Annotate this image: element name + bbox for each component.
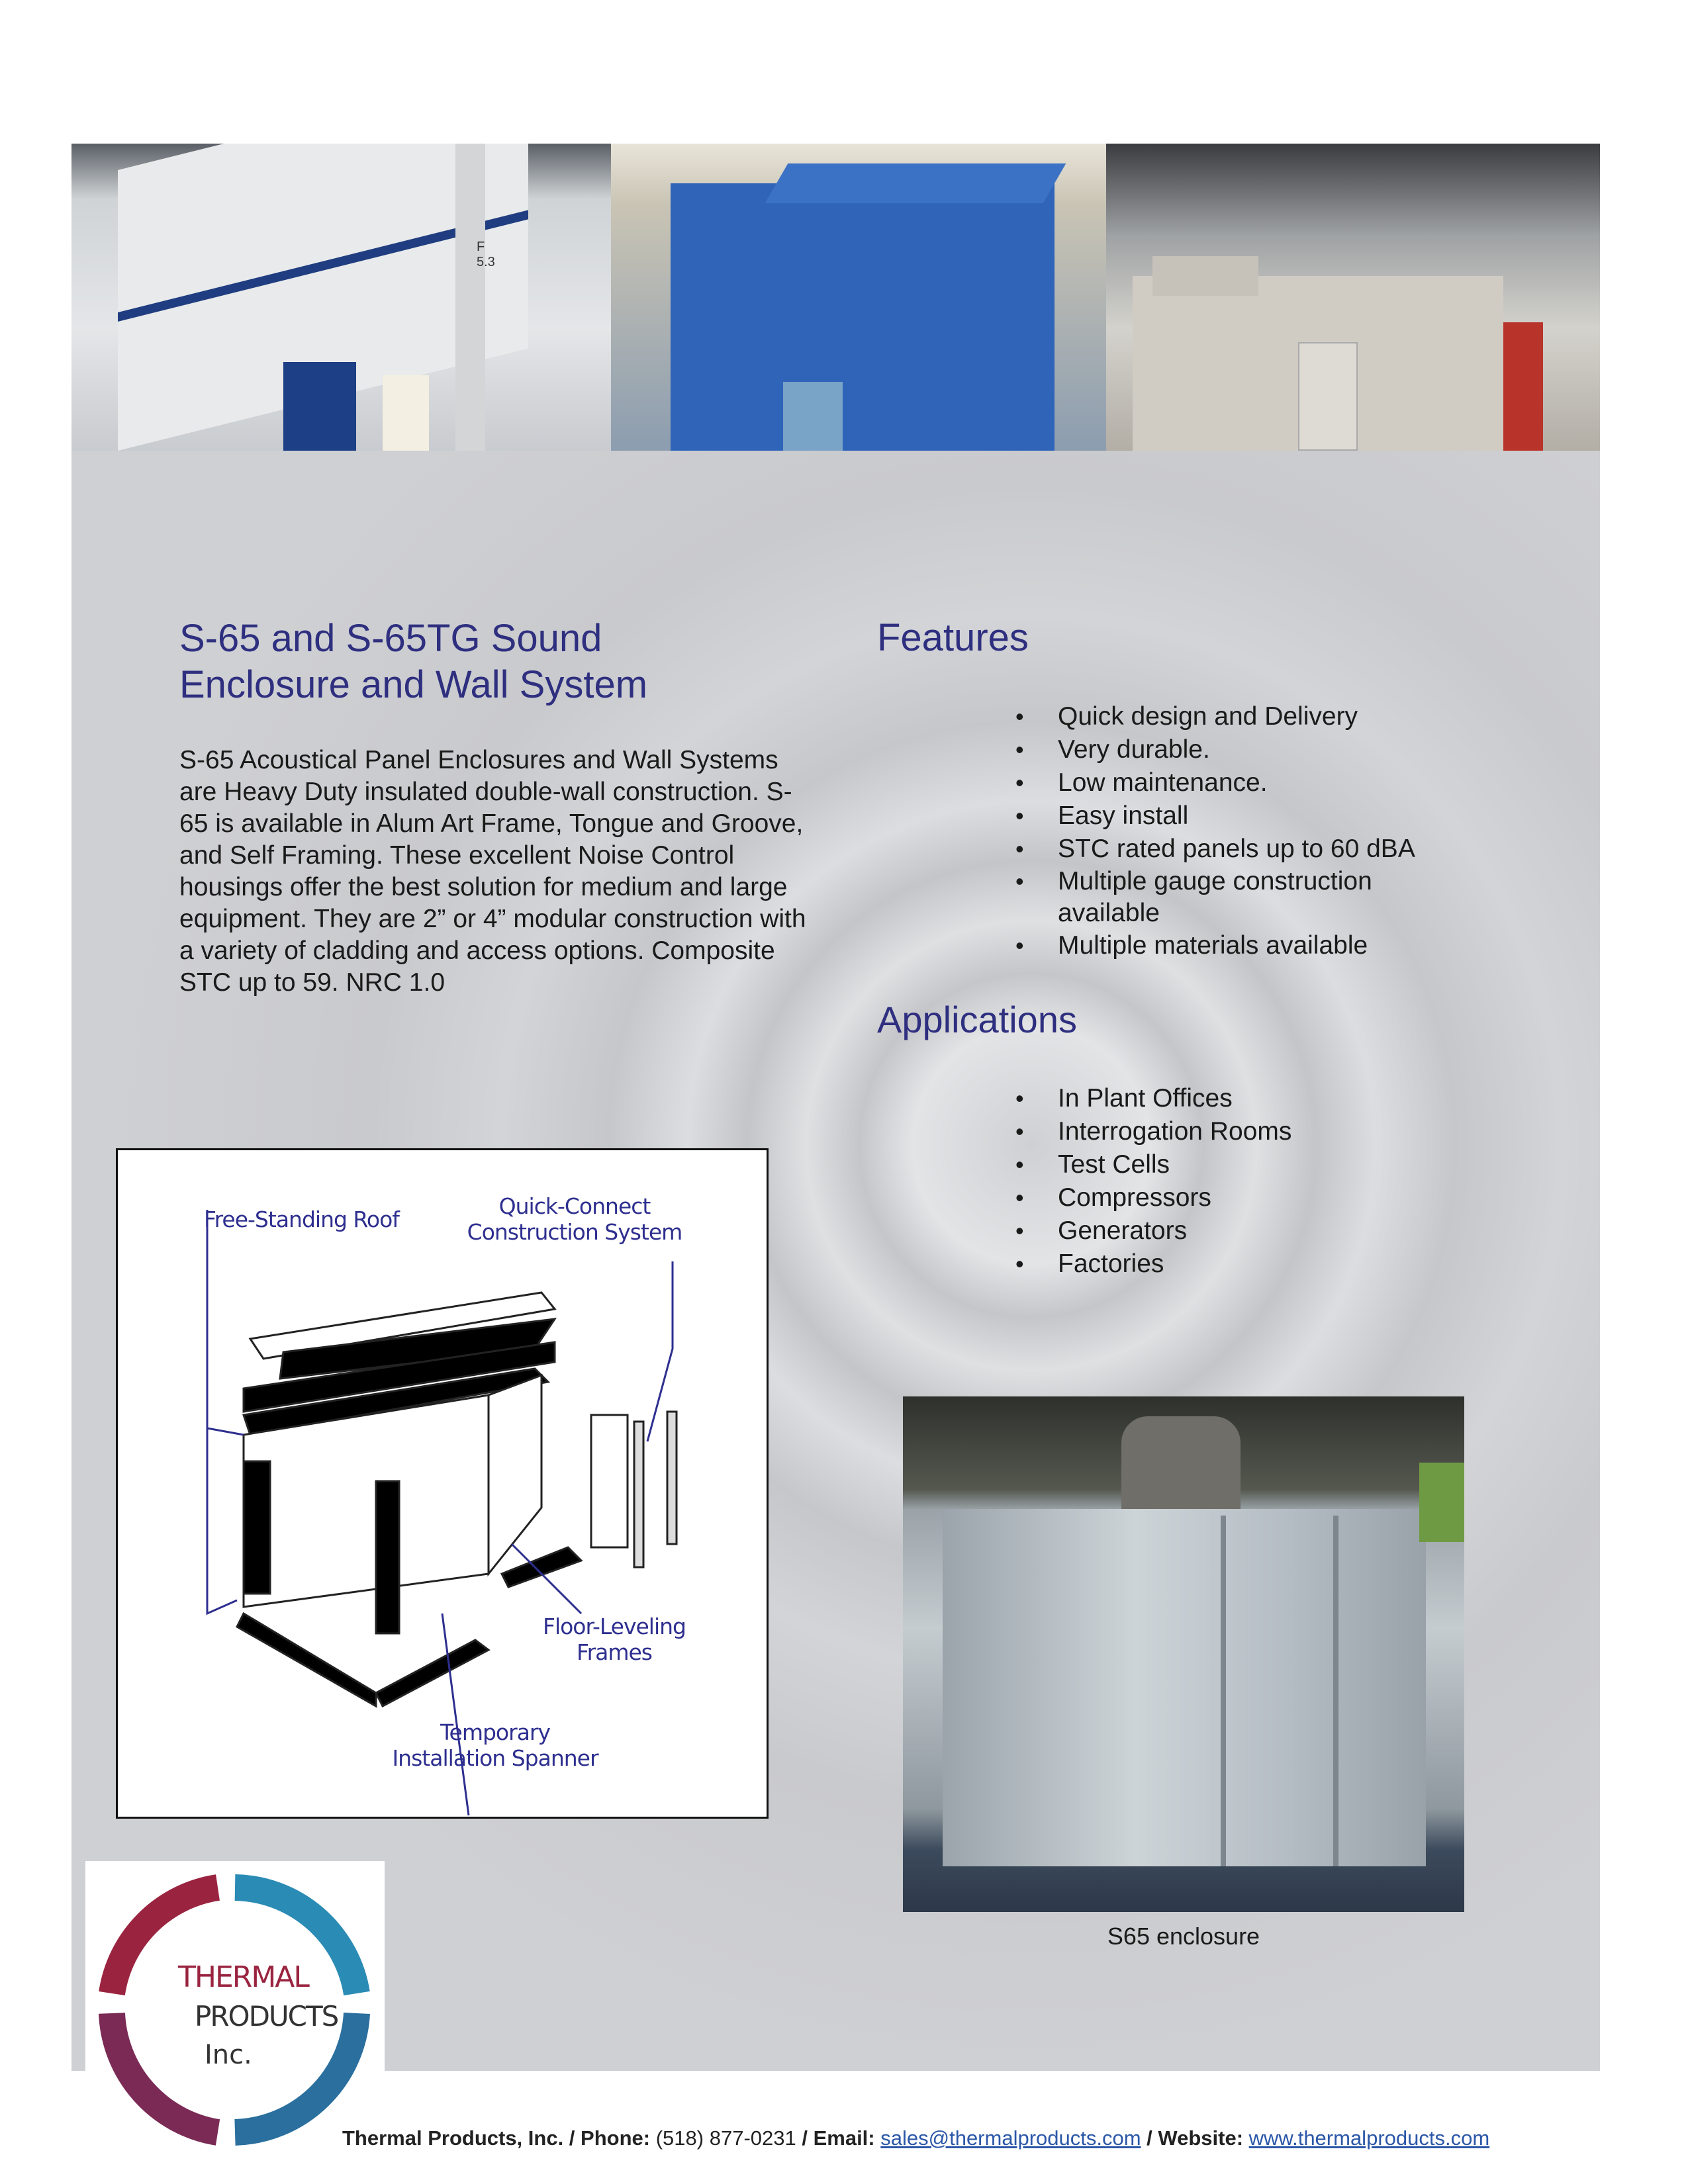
- application-item: • In Plant Offices: [1058, 1082, 1488, 1115]
- logo-text-1: THERMAL: [178, 1960, 308, 1994]
- label-quick-connect-line2: Construction System: [467, 1219, 682, 1245]
- footer-company: Thermal Products, Inc. /: [342, 2126, 575, 2150]
- photo-caption: S65 enclosure: [1107, 1923, 1260, 1950]
- feature-item: • Quick design and Delivery: [1058, 700, 1488, 733]
- application-item: • Generators: [1058, 1214, 1488, 1248]
- features-heading: Features: [877, 616, 1029, 659]
- features-list: [1058, 700, 1488, 962]
- feature-item: • Multiple gauge construction available: [1058, 866, 1429, 929]
- label-free-standing-roof: Free-Standing Roof: [204, 1206, 399, 1232]
- feature-item: • Very durable.: [1058, 733, 1488, 766]
- thermal-products-logo: [85, 1861, 385, 2151]
- label-floor-leveling: [528, 1614, 700, 1665]
- footer-phone-label: Phone:: [581, 2126, 651, 2150]
- application-item: • Compressors: [1058, 1181, 1488, 1214]
- footer-website-label: / Website:: [1147, 2126, 1244, 2150]
- label-temporary-spanner: [383, 1719, 608, 1771]
- product-description: S-65 Acoustical Panel Enclosures and Wall Systems are Heavy Duty insulated double-wall construction. S-65 is available in Alum Art Frame, Tongue and Groove, and Self Framing. These excellent Noise Control housings offer the best solution for medium and large equipment. They are 2” or 4” modular construction with a variety of cladding and access options. Composite STC up to 59. NRC 1.0: [179, 746, 806, 997]
- logo-text-2: PRODUCTS: [195, 2000, 338, 2032]
- gray-enclosure-photo: [1106, 144, 1600, 451]
- label-quick-connect-line1: Quick-Connect: [498, 1193, 651, 1219]
- footer-contact: [342, 2126, 1489, 2150]
- s65-enclosure-photo: [903, 1396, 1464, 1912]
- header-photo-strip: [71, 144, 1600, 451]
- feature-item: • Multiple materials available: [1058, 929, 1488, 962]
- footer-email-link[interactable]: sales@thermalproducts.com: [880, 2126, 1141, 2150]
- feature-item: • STC rated panels up to 60 dBA: [1058, 833, 1488, 866]
- in-plant-office-photo: [71, 144, 611, 451]
- title-line-1: S-65 and S-65TG Sound: [179, 617, 602, 660]
- application-item: • Interrogation Rooms: [1058, 1115, 1488, 1148]
- label-temporary-line1: Temporary: [440, 1719, 551, 1745]
- label-quick-connect: [462, 1193, 687, 1245]
- label-floor-leveling-line2: Frames: [576, 1639, 652, 1665]
- footer-website-link[interactable]: www.thermalproducts.com: [1248, 2126, 1490, 2150]
- application-item: • Test Cells: [1058, 1148, 1488, 1181]
- applications-heading: Applications: [877, 999, 1077, 1040]
- label-floor-leveling-line1: Floor-Leveling: [542, 1614, 686, 1639]
- page-title: [179, 615, 841, 708]
- application-item: • Factories: [1058, 1248, 1488, 1281]
- title-line-2: Enclosure and Wall System: [179, 663, 648, 706]
- feature-item: • Easy install: [1058, 799, 1488, 833]
- logo-text-3: Inc.: [205, 2040, 252, 2070]
- label-temporary-line2: Installation Spanner: [392, 1745, 598, 1771]
- blue-enclosure-photo: [611, 144, 1106, 451]
- footer-email-label: / Email:: [802, 2126, 875, 2150]
- footer-phone: (518) 877-0231: [655, 2126, 796, 2150]
- column-sign: F 5.3: [477, 240, 495, 269]
- enclosure-exploded-illustration: [118, 1150, 767, 1817]
- enclosure-diagram: [116, 1148, 769, 1819]
- feature-item: • Low maintenance.: [1058, 766, 1488, 799]
- applications-list: [1058, 1082, 1488, 1281]
